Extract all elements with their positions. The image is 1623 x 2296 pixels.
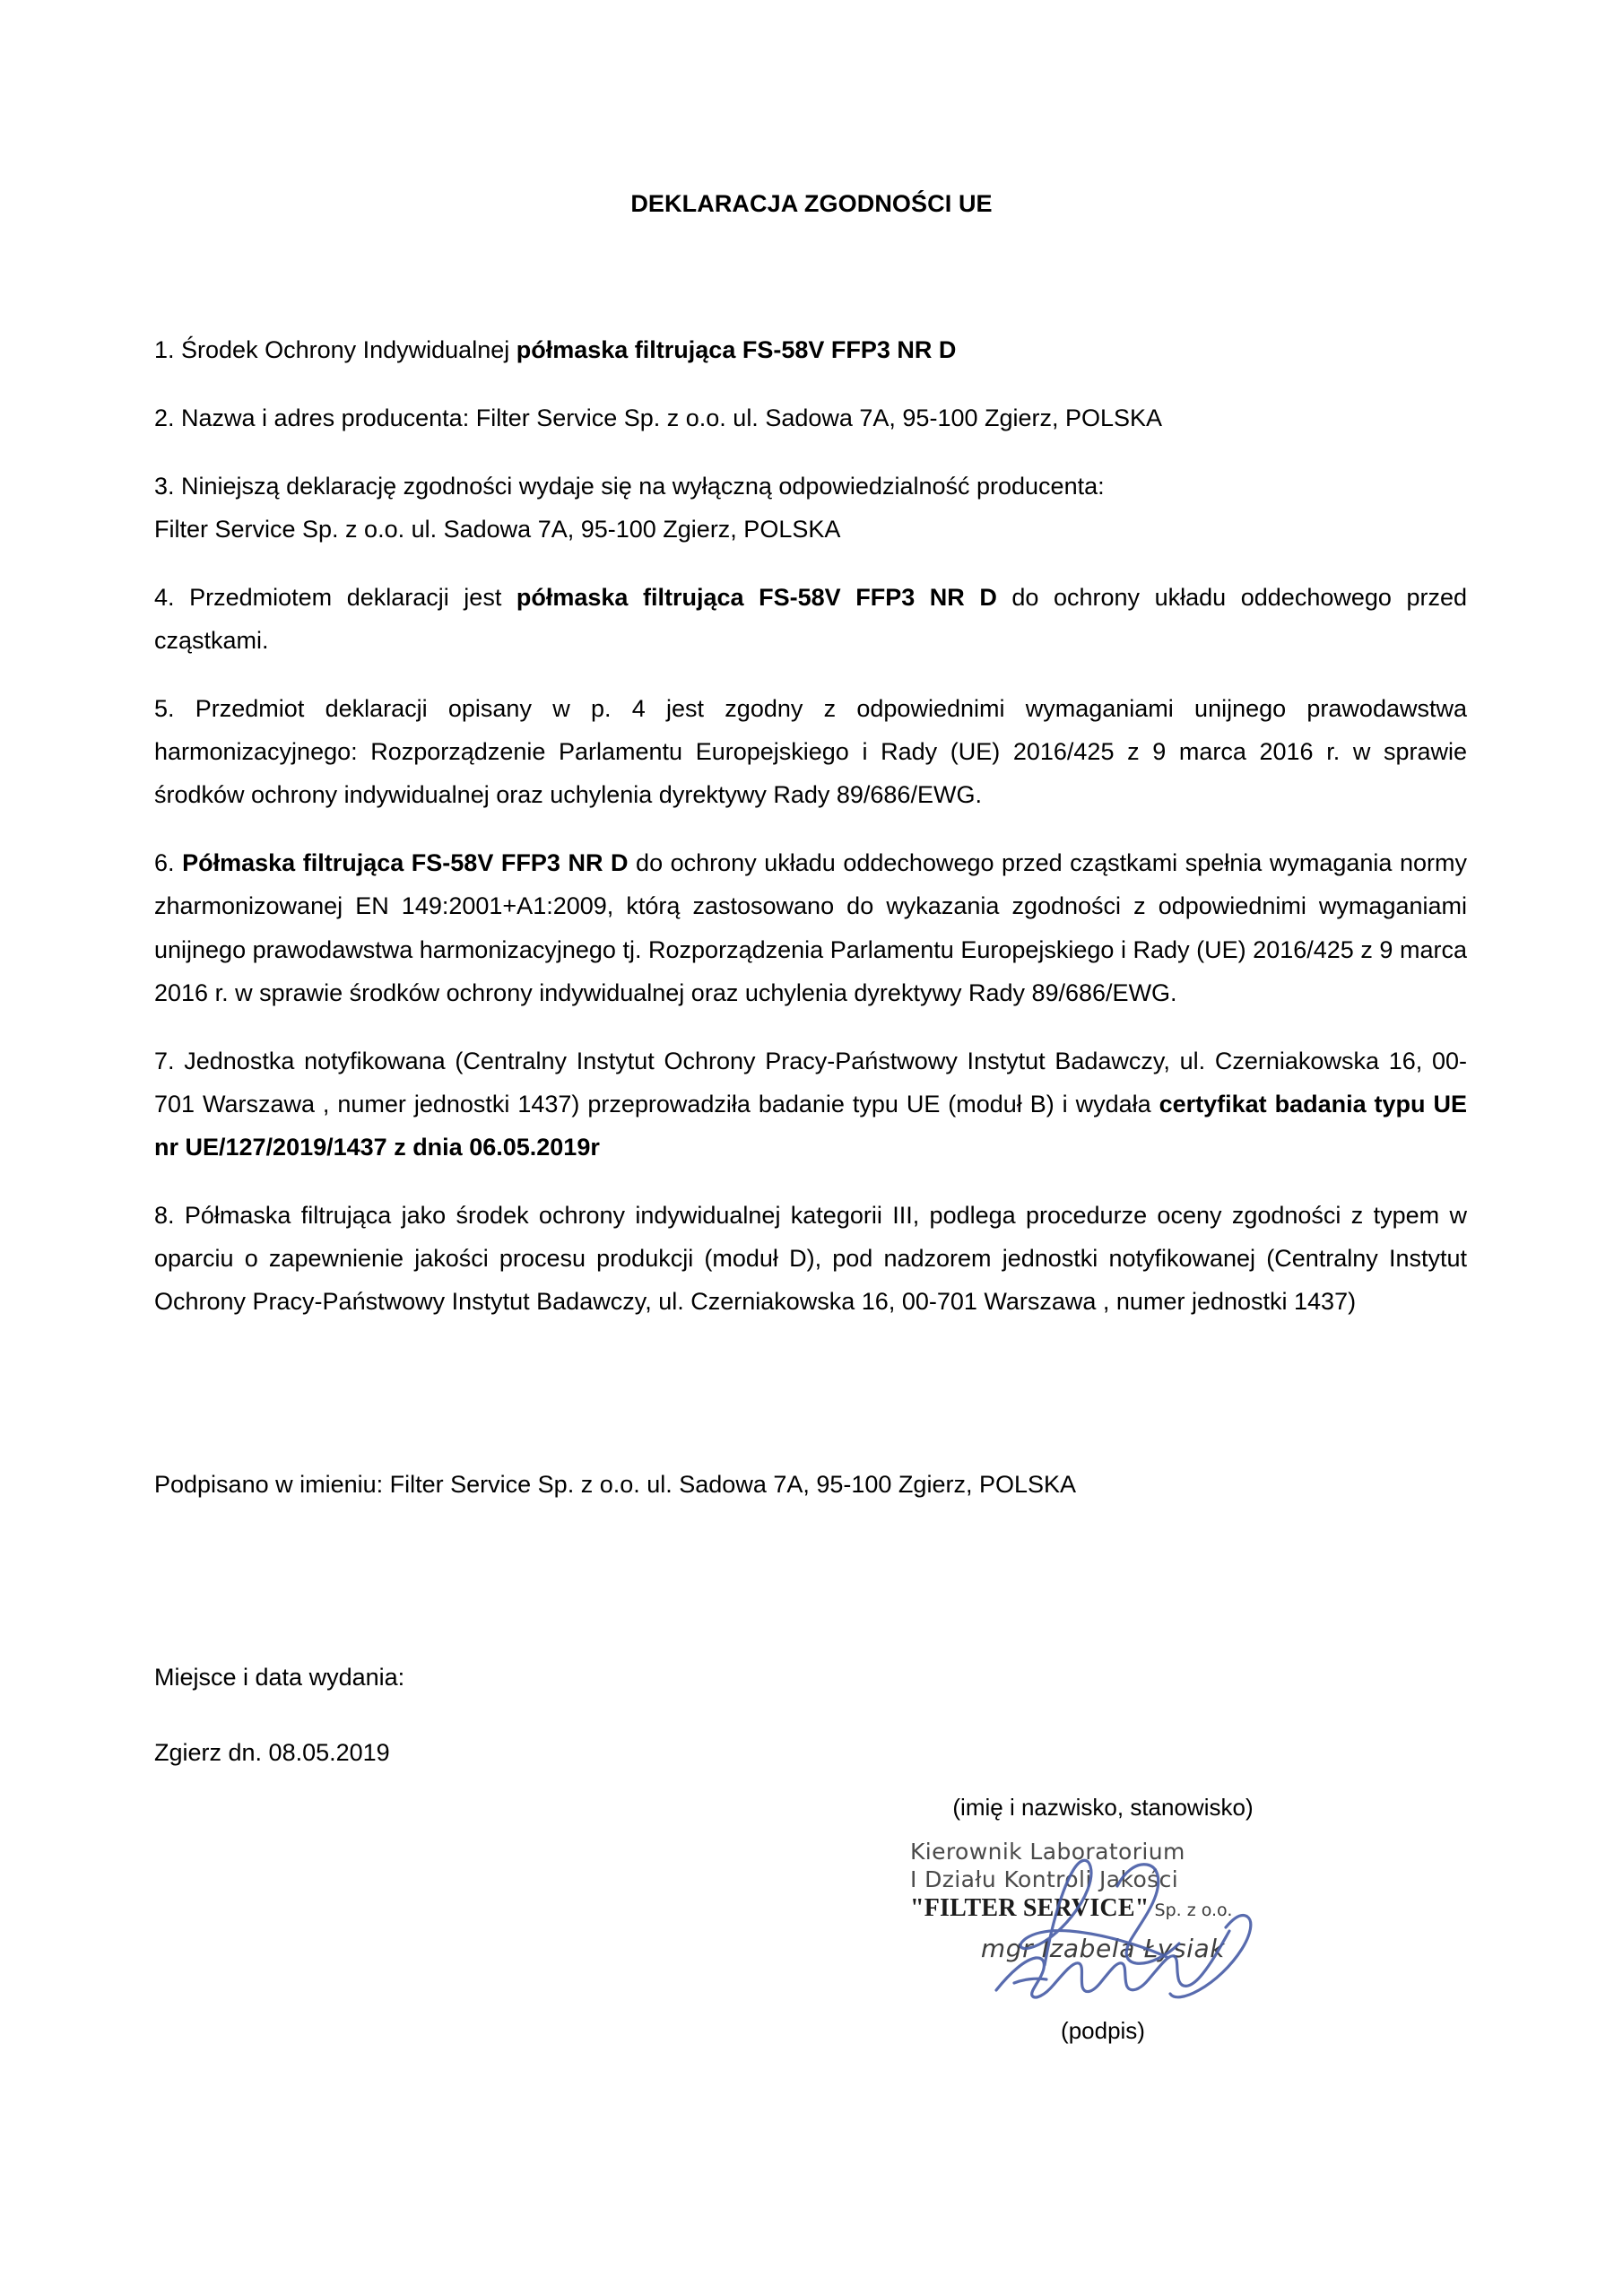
issue-place-date-block [154, 1656, 961, 1774]
clause-1 [154, 328, 1467, 371]
stamp-and-signature [812, 1838, 1394, 2008]
signature-podpis-caption: (podpis) [1061, 2017, 1145, 2044]
signature-spacer [154, 1348, 1467, 1463]
stamp-line-2: I Działu Kontroli Jakości [910, 1866, 1179, 1892]
clause-7-text-pre: 7. Jednostka notyfikowana (Centralny Instytut Ochrony Pracy-Państwowy Instytut Badawczy, ul. Czerniakowska 16, 00-701 Warszawa , numer jednostki 1437) przeprowadziła badanie typu UE (moduł B) i wydała [154, 1047, 1467, 1118]
clause-6 [154, 841, 1467, 1013]
clause-7 [154, 1039, 1467, 1169]
clause-8: 8. Półmaska filtrująca jako środek ochrony indywidualnej kategorii III, podlega procedurze oceny zgodności z typem w oparciu o zapewnienie jakości procesu produkcji (moduł D), pod nadzorem jednostki notyfikowanej (Centralny Instytut Ochrony Pracy-Państwowy Instytut Badawczy, ul. Czerniakowska 16, 00-701 Warszawa , numer jednostki 1437) [154, 1201, 1467, 1315]
clause-6-product: Półmaska filtrująca FS-58V FFP3 NR D [182, 849, 629, 877]
clause-4 [154, 576, 1467, 662]
page-title: DEKLARACJA ZGODNOŚCI UE [630, 190, 993, 217]
issue-place-date-label: Miejsce i data wydania: [154, 1664, 405, 1691]
stamp-company-legal-form: Sp. z o.o. [1149, 1900, 1233, 1920]
signer-name: mgr Izabela Łysiak [980, 1933, 1226, 1963]
clause-4-text-pre: 4. Przedmiotem deklaracji jest [154, 584, 516, 612]
clause-5: 5. Przedmiot deklaracji opisany w p. 4 jest zgodny z odpowiednimi wymaganiami unijnego prawodawstwa harmonizacyjnego: Rozporządzenie Parlamentu Europejskiego i Rady (UE) 2016/425 z 9 marca 2016 r. w sprawie środków ochrony indywidualnej oraz uchylenia dyrektywy Rady 89/686/EWG. [154, 695, 1467, 809]
clause-1-product: półmaska filtrująca FS-58V FFP3 NR D [516, 336, 957, 363]
signed-on-behalf: Podpisano w imieniu: Filter Service Sp. z o.o. ul. Sadowa 7A, 95-100 Zgierz, POLSKA [154, 1470, 1077, 1498]
issue-place-date-value: Zgierz dn. 08.05.2019 [154, 1739, 390, 1767]
company-stamp [910, 1838, 1296, 1964]
signature-block [812, 1790, 1394, 2048]
stamp-company-name: "FILTER SERVICE" [910, 1894, 1150, 1922]
clause-6-text-post: do ochrony układu oddechowego przed cząstkami spełnia wymagania normy zharmonizowanej EN 149:2001+A1:2009, którą zastosowano do wykazania zgodności z odpowiednimi wymaganiami unijnego prawodawstwa harmonizacyjnego tj. Rozporządzenia Parlamentu Europejskiego i Rady (UE) 2016/425 z 9 marca 2016 r. w sprawie środków ochrony indywidualnej oraz uchylenia dyrektywy Rady 89/686/EWG. [154, 849, 1467, 1006]
stamp-line-3 [910, 1893, 1296, 1925]
clause-3-line-2: Filter Service Sp. z o.o. ul. Sadowa 7A, 95-100 Zgierz, POLSKA [154, 516, 841, 544]
clause-2: 2. Nazwa i adres producenta: Filter Service Sp. z o.o. ul. Sadowa 7A, 95-100 Zgierz, POLSKA [154, 404, 1163, 432]
clause-1-text: 1. Środek Ochrony Indywidualnej [154, 336, 516, 363]
clause-3 [154, 465, 1467, 551]
clause-4-text-post: do ochrony układu oddechowego przed cząstkami. [154, 584, 1467, 655]
signature-name-caption: (imię i nazwisko, stanowisko) [952, 1794, 1254, 1821]
stamp-line-1: Kierownik Laboratorium [910, 1839, 1185, 1865]
clause-4-product: półmaska filtrująca FS-58V FFP3 NR D [516, 584, 997, 612]
clause-6-text-pre: 6. [154, 849, 183, 877]
document-body [154, 328, 1467, 1506]
clause-3-line-1: 3. Niniejszą deklarację zgodności wydaje się na wyłączną odpowiedzialność producenta: [154, 473, 1105, 500]
clause-7-certificate: certyfikat badania typu UE nr UE/127/2019/1437 z dnia 06.05.2019r [154, 1090, 1467, 1161]
